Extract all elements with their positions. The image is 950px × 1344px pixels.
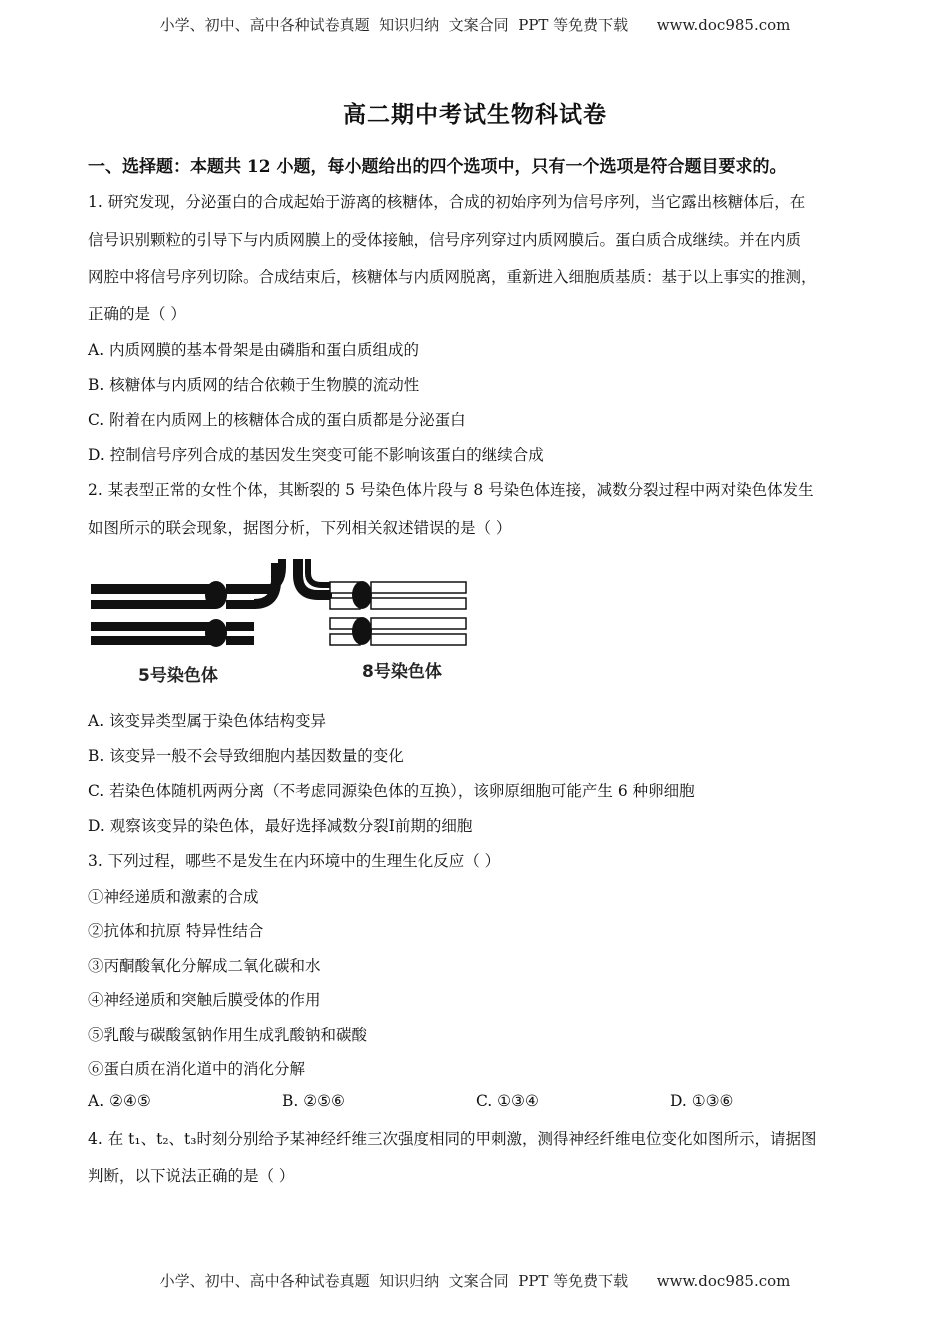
chr5-arm bbox=[91, 622, 216, 631]
q2-option-a: A. 该变异类型属于染色体结构变异 bbox=[88, 712, 327, 730]
q3-item: ①神经递质和激素的合成 bbox=[88, 888, 259, 906]
q2-stem-line: 如图所示的联会现象，据图分析，下列相关叙述错误的是（ ） bbox=[88, 519, 512, 537]
chr5-arm bbox=[226, 622, 254, 631]
page-header: 小学、初中、高中各种试卷真题 知识归纳 文案合同 PPT 等免费下载 www.doc985.com bbox=[159, 16, 791, 34]
chr5-arm bbox=[226, 600, 256, 609]
q3-item: ④神经递质和突触后膜受体的作用 bbox=[88, 991, 321, 1009]
chromosome-diagram bbox=[86, 555, 486, 695]
chr5-label: 5号染色体 bbox=[138, 666, 218, 686]
chr5-arm bbox=[91, 636, 216, 645]
q4-stem-line: 4. 在 t₁、t₂、t₃时刻分别给予某神经纤维三次强度相同的甲刺激，测得神经纤维电位变化如图所示，请据图 bbox=[88, 1130, 817, 1148]
chr5-arm bbox=[91, 584, 216, 594]
page-footer: 小学、初中、高中各种试卷真题 知识归纳 文案合同 PPT 等免费下载 www.doc985.com bbox=[159, 1272, 791, 1290]
q1-option-d: D. 控制信号序列合成的基因发生突变可能不影响该蛋白的继续合成 bbox=[88, 446, 544, 464]
q3-item: ②抗体和抗原 特异性结合 bbox=[88, 922, 264, 940]
q3-stem: 3. 下列过程，哪些不是发生在内环境中的生理生化反应（ ） bbox=[88, 852, 501, 870]
chr5-arm bbox=[226, 584, 271, 594]
chr5-arm bbox=[226, 636, 254, 645]
chr8-arm bbox=[371, 598, 466, 609]
section-heading: 一、选择题：本题共 12 小题，每小题给出的四个选项中，只有一个选项是符合题目要求的。 bbox=[88, 157, 787, 177]
page-title: 高二期中考试生物科试卷 bbox=[343, 101, 607, 128]
q1-stem-line: 网腔中将信号序列切除。合成结束后，核糖体与内质网脱离，重新进入细胞质基质：基于以上事实的推测， bbox=[88, 268, 817, 286]
q2-stem-line: 2. 某表型正常的女性个体，其断裂的 5 号染色体片段与 8 号染色体连接，减数分裂过程中两对染色体发生 bbox=[88, 481, 814, 499]
q1-stem-line: 正确的是（ ） bbox=[88, 305, 186, 323]
q1-stem-line: 1. 研究发现，分泌蛋白的合成起始于游离的核糖体，合成的初始序列为信号序列，当它露出核糖体后，在 bbox=[88, 193, 806, 211]
q1-stem-line: 信号识别颗粒的引导下与内质网膜上的受体接触，信号序列穿过内质网膜后。蛋白质合成继续。并在内质 bbox=[88, 231, 802, 249]
q3-item: ③丙酮酸氧化分解成二氧化碳和水 bbox=[88, 957, 321, 975]
q1-option-b: B. 核糖体与内质网的结合依赖于生物膜的流动性 bbox=[88, 376, 420, 394]
q3-option-c: C. ①③④ bbox=[476, 1092, 539, 1110]
chr5-centromere bbox=[205, 581, 227, 609]
q2-option-b: B. 该变异一般不会导致细胞内基因数量的变化 bbox=[88, 747, 404, 765]
chr5-centromere bbox=[205, 619, 227, 647]
chr8-arm bbox=[371, 634, 466, 645]
q3-option-a: A. ②④⑤ bbox=[88, 1092, 151, 1110]
q3-item: ⑤乳酸与碳酸氢钠作用生成乳酸钠和碳酸 bbox=[88, 1026, 368, 1044]
chr8-arm bbox=[371, 582, 466, 593]
q3-option-b: B. ②⑤⑥ bbox=[282, 1092, 345, 1110]
chr8-centromere bbox=[352, 581, 372, 609]
q2-option-c: C. 若染色体随机两两分离（不考虑同源染色体的互换），该卵原细胞可能产生 6 种卵细胞 bbox=[88, 782, 695, 800]
q3-item: ⑥蛋白质在消化道中的消化分解 bbox=[88, 1060, 306, 1078]
q3-option-d: D. ①③⑥ bbox=[670, 1092, 734, 1110]
chr8-arm bbox=[371, 618, 466, 629]
chr8-translocated-arm bbox=[308, 559, 332, 585]
chr8-label: 8号染色体 bbox=[362, 662, 442, 682]
chr8-translocated-arm bbox=[298, 559, 332, 595]
chr8-centromere bbox=[352, 617, 372, 645]
q4-stem-line: 判断，以下说法正确的是（ ） bbox=[88, 1167, 295, 1185]
q1-option-c: C. 附着在内质网上的核糖体合成的蛋白质都是分泌蛋白 bbox=[88, 411, 466, 429]
chromosome-synapsis-figure bbox=[86, 555, 486, 695]
q2-option-d: D. 观察该变异的染色体，最好选择减数分裂Ⅰ前期的细胞 bbox=[88, 817, 473, 835]
q1-option-a: A. 内质网膜的基本骨架是由磷脂和蛋白质组成的 bbox=[88, 341, 420, 359]
chr5-arm bbox=[91, 600, 216, 609]
